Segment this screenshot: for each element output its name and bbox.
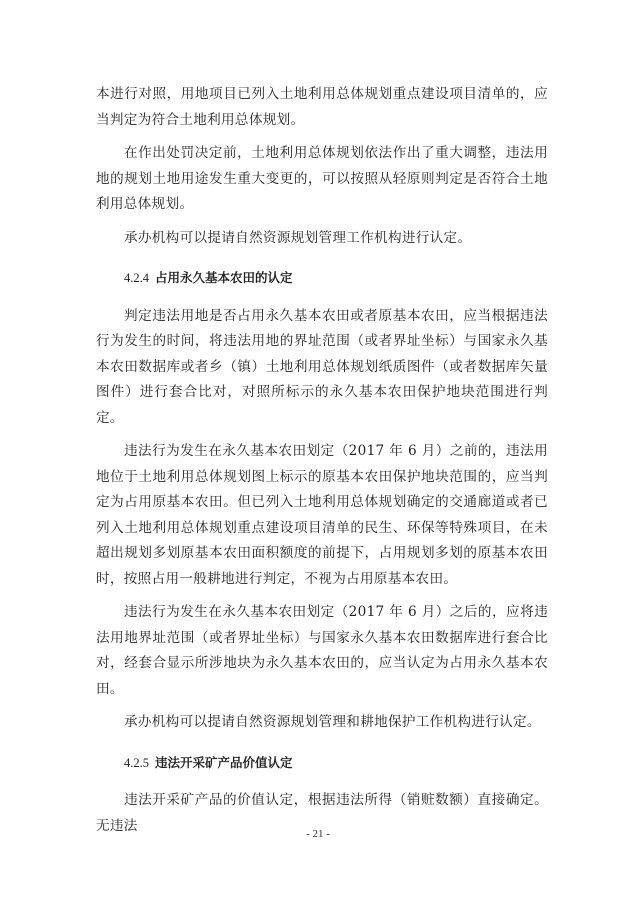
paragraph: 违法开采矿产品的价值认定，根据违法所得（销赃数额）直接确定。无违法 [96,792,548,834]
paragraph: 承办机构可以提请自然资源规划管理和耕地保护工作机构进行认定。 [124,714,541,730]
section-heading [96,750,548,777]
paragraph-continuation: 本进行对照，用地项目已列入土地利用总体规划重点建设项目清单的，应当判定为符合土地利用总体规划。 [96,86,548,128]
section-number: 4.2.4 [124,271,149,285]
section-title: 占用永久基本农田的认定 [155,270,293,285]
page-number: - 21 - [306,828,330,840]
section-number: 4.2.5 [124,755,149,770]
paragraph: 在作出处罚决定前，土地利用总体规划依法作出了重大调整，违法用地的规划土地用途发生重大变更的，可以按照从轻原则判定是否符合土地利用总体规划。 [96,145,548,212]
paragraph: 判定违法用地是否占用永久基本农田或者原基本农田，应当根据违法行为发生的时间，将违法用地的界址范围（或者界址坐标）与国家永久基本农田数据库或者乡（镇）土地利用总体规划纸质图件（或者数据库矢量图件）进行套合比对，对照所标示的永久基本农田保护地块范围进行判定。 [96,307,548,426]
document-body [96,82,548,839]
paragraph: 违法行为发生在永久基本农田划定（2017 年 6 月）之前的，违法用地位于土地利用总体规划图上标示的原基本农田保护地块范围的，应当判定为占用原基本农田。但已列入土地利用总体规划确定的交通廊道或者已列入土地利用总体规划重点建设项目清单的民生、环保等特殊项目，在未超出规划多划原基本农田面积额度的前提下，占用规划多划的原基本农田时，按照占用一般耕地进行判定，不视为占用原基本农田。 [96,443,548,587]
paragraph: 承办机构可以提请自然资源规划管理工作机构进行认定。 [124,229,472,246]
paragraph: 违法行为发生在永久基本农田划定（2017 年 6 月）之后的，应将违法用地界址范围（或者界址坐标）与国家永久基本农田数据库进行套合比对，经套合显示所涉地块为永久基本农田的，应当认定为占用永久基本农田。 [96,604,548,697]
section-heading [96,265,548,292]
section-title: 违法开采矿产品价值认定 [155,754,293,770]
